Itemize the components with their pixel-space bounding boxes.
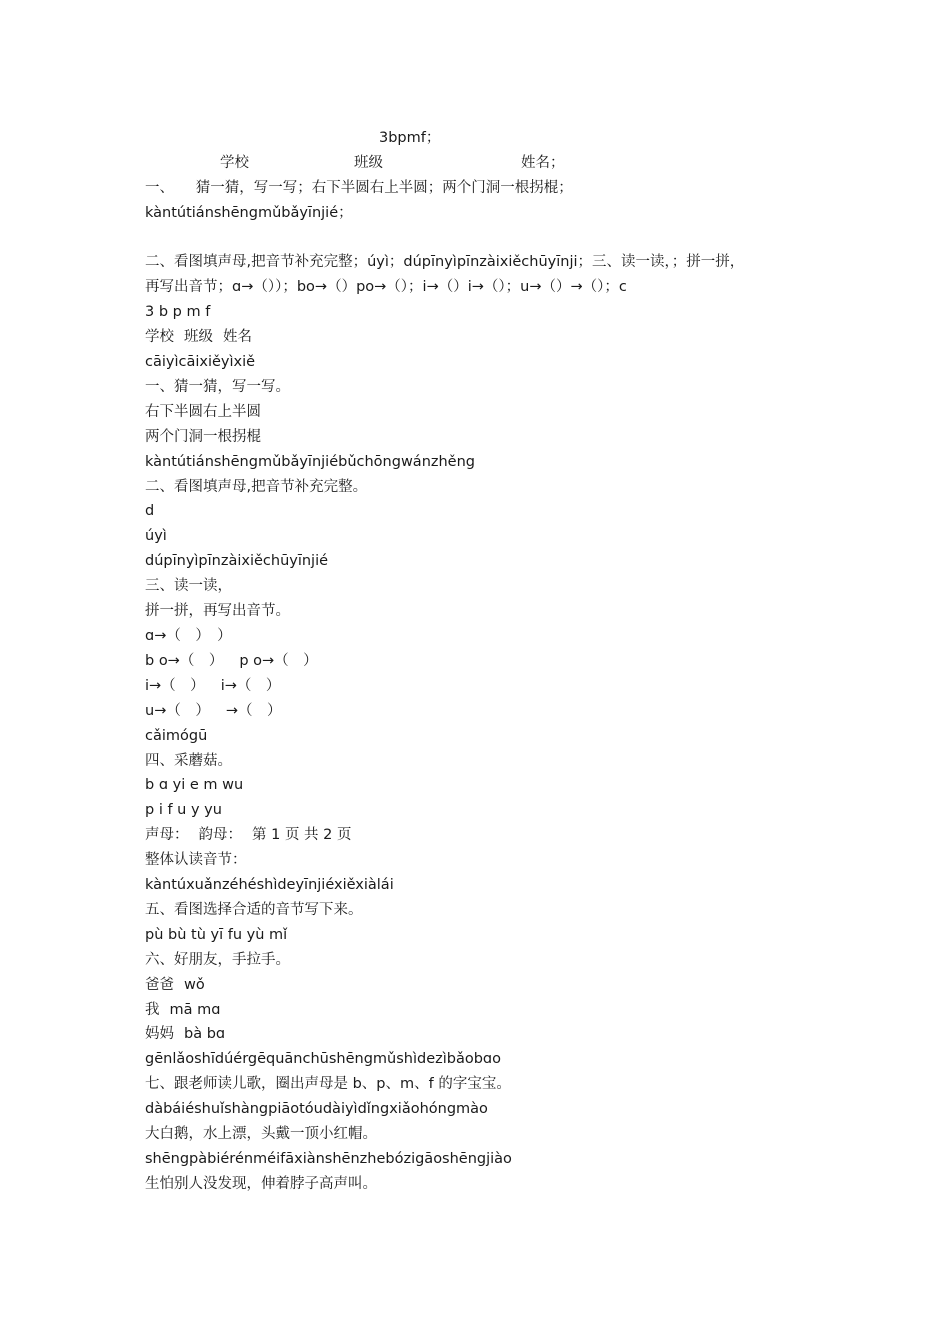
body-line: gēnlǎoshīdúérgēquānchūshēngmǔshìdezìbǎobɑo	[145, 1051, 501, 1067]
field-class-text: 班级	[184, 329, 213, 345]
body-line: b ɑ yi e m wu	[145, 777, 244, 793]
body-line: úyì	[145, 528, 167, 544]
exercise-item: i→（ ）	[145, 678, 205, 694]
exercise-line	[145, 651, 318, 671]
section-heading: 三、读一读，	[145, 578, 232, 594]
field-school-text: 学校	[145, 329, 174, 345]
word-pinyin: wǒ	[184, 977, 205, 993]
exercise-line: ɑ→（ ） ）	[145, 628, 232, 644]
field-school-label: 学校	[220, 155, 249, 171]
field-name-text: 姓名	[223, 329, 252, 345]
poem-line: 大白鹅，水上漂，头戴一顶小红帽。	[145, 1126, 377, 1142]
body-line: 右下半圆右上半圆	[145, 404, 261, 420]
body-line: kàntúxuǎnzéhéshìdeyīnjiéxiěxiàlái	[145, 877, 394, 893]
section-heading: 七、跟老师读儿歌，圈出声母是 b、p、m、f 的字宝宝。	[145, 1076, 511, 1092]
body-line: dúpīnyìpīnzàixiěchūyīnjié	[145, 553, 329, 569]
footer-row	[145, 825, 352, 845]
doc-title: 3bpmf；	[379, 130, 441, 146]
body-line: cāiyìcāixiěyìxiě	[145, 354, 256, 370]
body-line: 整体认读音节：	[145, 852, 247, 868]
page-number: 第 1 页 共 2 页	[252, 827, 352, 843]
finals-label: 韵母：	[198, 827, 242, 843]
section-heading: 四、采蘑菇。	[145, 753, 232, 769]
pair-row	[145, 1000, 220, 1020]
fields-row	[145, 327, 252, 347]
body-line: p i f u y yu	[145, 802, 222, 818]
exercise-item: p o→（ ）	[239, 653, 318, 669]
poem-line: 生怕别人没发现，伸着脖子高声叫。	[145, 1176, 377, 1192]
section-heading: 一、猜一猜，写一写。	[145, 379, 290, 395]
exercise-item: b o→（ ）	[145, 653, 224, 669]
top-line-1: 一、 猜一猜，写一写；右下半圆右上半圆；两个门洞一根拐棍；	[145, 180, 573, 196]
body-line: kàntútiánshēngmǔbǎyīnjiébǔchōngwánzhěng	[145, 454, 475, 470]
top-line-2: kàntútiánshēngmǔbǎyīnjié；	[145, 205, 353, 221]
body-line: 两个门洞一根拐棍	[145, 429, 261, 445]
exercise-line	[145, 676, 280, 696]
top-line-3: 二、看图填声母,把音节补充完整；úyì；dúpīnyìpīnzàixiěchūyīnji；三、读一读，；拼一拼，	[145, 254, 745, 270]
word-pinyin: bà bɑ	[184, 1026, 226, 1042]
field-class-label: 班级	[354, 155, 383, 171]
body-line: shēngpàbiérénméifāxiànshēnzhebózigāoshēngjiào	[145, 1151, 512, 1167]
field-name-label: 姓名；	[521, 155, 565, 171]
initials-label: 声母：	[145, 827, 189, 843]
word-cn: 我	[145, 1002, 160, 1018]
exercise-line	[145, 701, 282, 721]
top-line-4: 再写出音节；ɑ→（））；bo→（）po→（）；i→（）i→（）；u→（）→（）；c	[145, 279, 627, 295]
section-heading: 六、好朋友，手拉手。	[145, 952, 290, 968]
exercise-item: i→（ ）	[220, 678, 281, 694]
exercise-item: u→（ ）	[145, 703, 210, 719]
body-line: cǎimógū	[145, 728, 208, 744]
body-line: dàbáiéshuǐshàngpiāotóudàiyìdǐngxiǎohóngmào	[145, 1101, 488, 1117]
exercise-item: →（ ）	[225, 703, 282, 719]
pair-row	[145, 1024, 225, 1044]
section-heading: 二、看图填声母,把音节补充完整。	[145, 479, 368, 495]
section-heading: 五、看图选择合适的音节写下来。	[145, 902, 363, 918]
body-line: d	[145, 503, 155, 519]
body-line: 3 b p m f	[145, 304, 211, 320]
word-pinyin: mā mɑ	[169, 1002, 221, 1018]
word-cn: 爸爸	[145, 977, 174, 993]
body-line: pù bù tù yī fu yù mǐ	[145, 927, 288, 943]
pair-row	[145, 975, 205, 995]
word-cn: 妈妈	[145, 1026, 174, 1042]
body-line: 拼一拼，再写出音节。	[145, 603, 290, 619]
